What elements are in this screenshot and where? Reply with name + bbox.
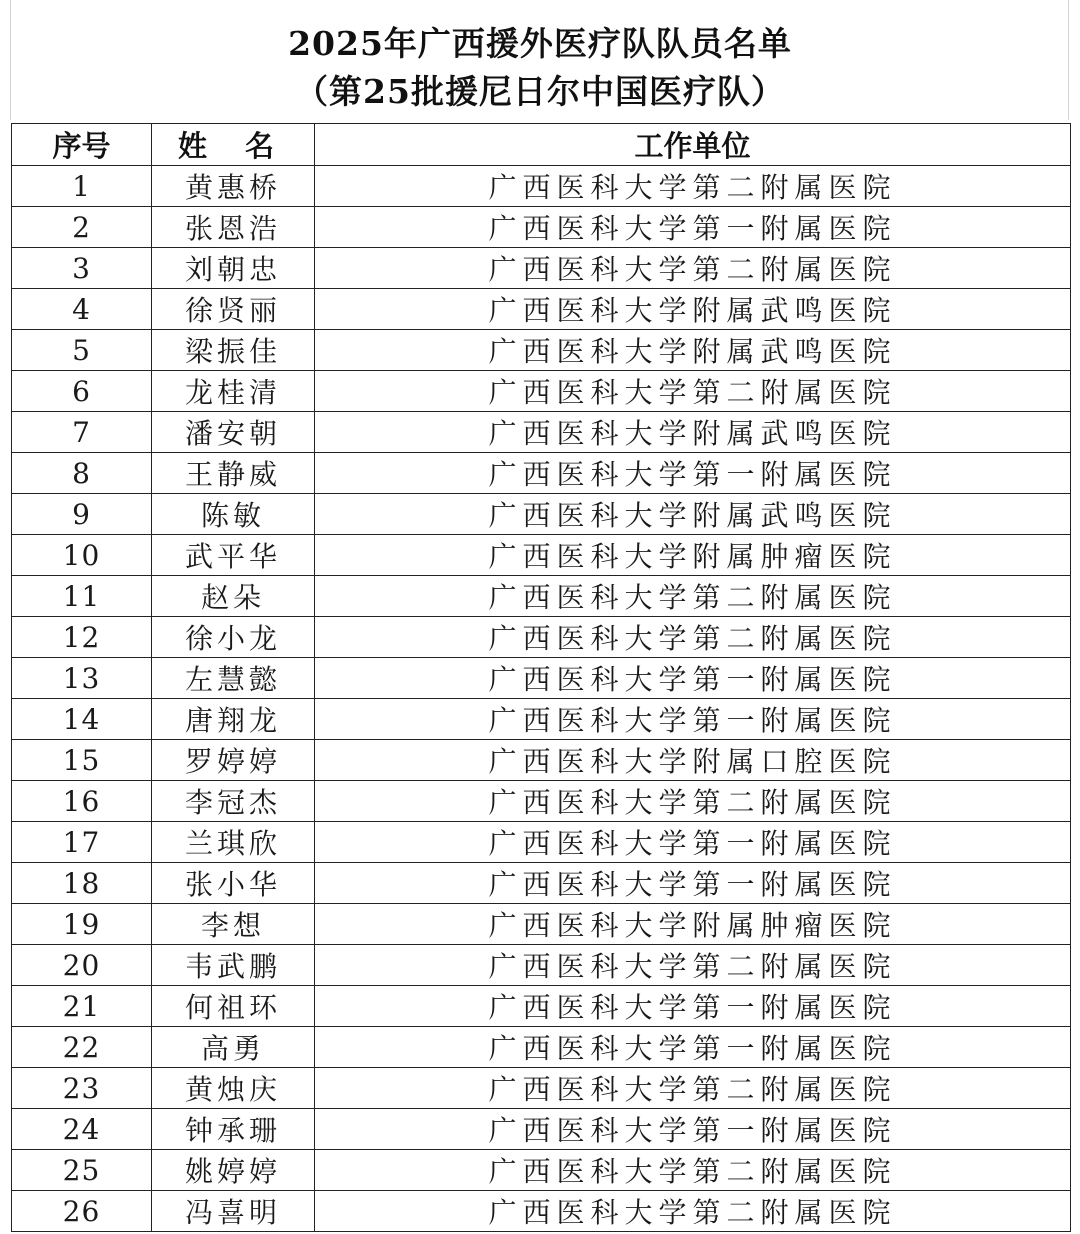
table-row [12, 207, 1071, 248]
table-row [12, 1027, 1071, 1068]
cell-name: 黄惠桥 [152, 166, 315, 207]
cell-number: 11 [12, 576, 152, 617]
table-row [12, 371, 1071, 412]
cell-workplace: 广西医科大学第二附属医院 [315, 166, 1071, 207]
cell-number: 25 [12, 1150, 152, 1191]
cell-number: 4 [12, 289, 152, 330]
cell-number: 21 [12, 986, 152, 1027]
cell-workplace: 广西医科大学第一附属医院 [315, 822, 1071, 863]
cell-name: 徐贤丽 [152, 289, 315, 330]
roster-table-body [12, 166, 1071, 1232]
table-row [12, 412, 1071, 453]
cell-name: 徐小龙 [152, 617, 315, 658]
cell-number: 16 [12, 781, 152, 822]
column-header-number: 序号 [12, 124, 152, 166]
cell-workplace: 广西医科大学第一附属医院 [315, 453, 1071, 494]
cell-workplace: 广西医科大学第二附属医院 [315, 371, 1071, 412]
cell-workplace: 广西医科大学第一附属医院 [315, 863, 1071, 904]
roster-table [11, 123, 1071, 1232]
cell-number: 14 [12, 699, 152, 740]
cell-workplace: 广西医科大学附属肿瘤医院 [315, 904, 1071, 945]
cell-name: 钟承珊 [152, 1109, 315, 1150]
cell-number: 5 [12, 330, 152, 371]
cell-workplace: 广西医科大学附属武鸣医院 [315, 494, 1071, 535]
cell-workplace: 广西医科大学第二附属医院 [315, 1150, 1071, 1191]
cell-workplace: 广西医科大学附属武鸣医院 [315, 330, 1071, 371]
cell-number: 17 [12, 822, 152, 863]
cell-number: 1 [12, 166, 152, 207]
cell-name: 唐翔龙 [152, 699, 315, 740]
cell-name: 李想 [152, 904, 315, 945]
cell-number: 12 [12, 617, 152, 658]
cell-number: 20 [12, 945, 152, 986]
cell-number: 9 [12, 494, 152, 535]
table-row [12, 699, 1071, 740]
table-row [12, 166, 1071, 207]
table-row [12, 781, 1071, 822]
column-header-workplace: 工作单位 [315, 124, 1071, 166]
cell-name: 黄烛庆 [152, 1068, 315, 1109]
cell-name: 兰琪欣 [152, 822, 315, 863]
cell-name: 武平华 [152, 535, 315, 576]
document-subtitle: （第25批援尼日尔中国医疗队） [295, 72, 785, 111]
table-row [12, 863, 1071, 904]
cell-number: 15 [12, 740, 152, 781]
table-row [12, 1109, 1071, 1150]
cell-number: 23 [12, 1068, 152, 1109]
cell-number: 26 [12, 1191, 152, 1232]
cell-number: 3 [12, 248, 152, 289]
cell-workplace: 广西医科大学第二附属医院 [315, 945, 1071, 986]
table-row [12, 1068, 1071, 1109]
table-row [12, 330, 1071, 371]
table-row [12, 740, 1071, 781]
cell-number: 2 [12, 207, 152, 248]
cell-name: 李冠杰 [152, 781, 315, 822]
cell-workplace: 广西医科大学附属肿瘤医院 [315, 535, 1071, 576]
cell-name: 高勇 [152, 1027, 315, 1068]
cell-workplace: 广西医科大学第一附属医院 [315, 1027, 1071, 1068]
cell-name: 张小华 [152, 863, 315, 904]
cell-name: 罗婷婷 [152, 740, 315, 781]
cell-workplace: 广西医科大学第一附属医院 [315, 207, 1071, 248]
table-row [12, 576, 1071, 617]
cell-name: 何祖环 [152, 986, 315, 1027]
cell-name: 陈敏 [152, 494, 315, 535]
table-row [12, 986, 1071, 1027]
cell-workplace: 广西医科大学第一附属医院 [315, 658, 1071, 699]
cell-workplace: 广西医科大学第二附属医院 [315, 248, 1071, 289]
cell-workplace: 广西医科大学第二附属医院 [315, 781, 1071, 822]
cell-number: 8 [12, 453, 152, 494]
table-row [12, 453, 1071, 494]
cell-name: 龙桂清 [152, 371, 315, 412]
cell-number: 22 [12, 1027, 152, 1068]
table-row [12, 945, 1071, 986]
cell-name: 刘朝忠 [152, 248, 315, 289]
document-title: 2025年广西援外医疗队队员名单 [288, 24, 792, 63]
cell-workplace: 广西医科大学第二附属医院 [315, 617, 1071, 658]
cell-number: 6 [12, 371, 152, 412]
table-row [12, 904, 1071, 945]
table-row [12, 494, 1071, 535]
table-row [12, 535, 1071, 576]
table-row [12, 658, 1071, 699]
cell-workplace: 广西医科大学第一附属医院 [315, 699, 1071, 740]
table-row [12, 289, 1071, 330]
cell-name: 姚婷婷 [152, 1150, 315, 1191]
cell-workplace: 广西医科大学第二附属医院 [315, 576, 1071, 617]
table-row [12, 617, 1071, 658]
cell-workplace: 广西医科大学第一附属医院 [315, 986, 1071, 1027]
cell-name: 王静威 [152, 453, 315, 494]
cell-workplace: 广西医科大学第一附属医院 [315, 1109, 1071, 1150]
table-row [12, 1191, 1071, 1232]
cell-workplace: 广西医科大学第二附属医院 [315, 1191, 1071, 1232]
cell-number: 7 [12, 412, 152, 453]
cell-name: 左慧懿 [152, 658, 315, 699]
cell-workplace: 广西医科大学附属口腔医院 [315, 740, 1071, 781]
cell-workplace: 广西医科大学附属武鸣医院 [315, 289, 1071, 330]
cell-number: 19 [12, 904, 152, 945]
table-row [12, 248, 1071, 289]
cell-name: 梁振佳 [152, 330, 315, 371]
header-row [12, 124, 1071, 166]
cell-name: 赵朵 [152, 576, 315, 617]
table-row [12, 822, 1071, 863]
cell-workplace: 广西医科大学附属武鸣医院 [315, 412, 1071, 453]
cell-name: 潘安朝 [152, 412, 315, 453]
cell-name: 张恩浩 [152, 207, 315, 248]
table-row [12, 1150, 1071, 1191]
cell-name: 韦武鹏 [152, 945, 315, 986]
cell-name: 冯喜明 [152, 1191, 315, 1232]
cell-workplace: 广西医科大学第二附属医院 [315, 1068, 1071, 1109]
cell-number: 24 [12, 1109, 152, 1150]
roster-table-header [12, 124, 1071, 166]
cell-number: 18 [12, 863, 152, 904]
cell-number: 13 [12, 658, 152, 699]
column-header-name: 姓 名 [152, 124, 315, 166]
cell-number: 10 [12, 535, 152, 576]
